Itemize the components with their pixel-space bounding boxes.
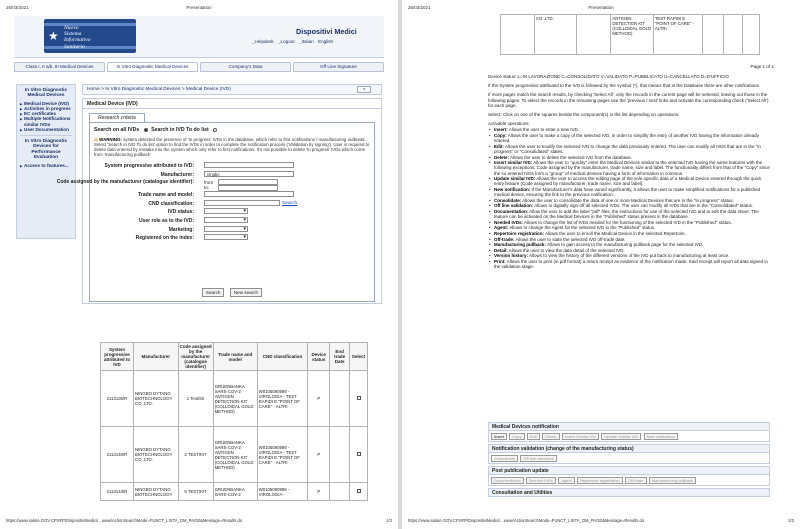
cell-progressive[interactable]: 2113140/R [101,427,134,483]
print-title: Presentation [588,5,614,10]
cnd-input[interactable] [204,200,280,206]
sidebar-item-multiple-notifications[interactable]: ▶ Multiple Notifications similar IVDs [20,116,72,126]
select-checkbox[interactable] [357,452,361,456]
info-paragraph-3: Select: Click on one of the squares beside the component(s) in the list depending on operations. [488,112,680,118]
insert-similar-button[interactable]: Insert Similar IVD [562,433,599,440]
col-select: Select [350,343,368,371]
code-from-label: from [204,180,214,186]
cell-end-trade [330,427,350,483]
cell-code [577,15,611,55]
search-button[interactable]: Search [202,288,225,297]
cell-end-trade [330,371,350,427]
list-item: • Insert: Allows the user to enter a new IVD. [488,127,770,132]
list-item: • Detail: Allows the user to view the data detail of the selected IVD. [488,248,770,253]
cell-trade-name: GRUENBANKA SARS-COV-2 ANTIGEN DETECTION KIT (COLLOIDAL GOLD METHOD) [213,371,257,427]
list-item: • Print: Allows the user to print (in pdf format) a return receipt as evidence of the notification made. Said receipt will report all data signed in the validation stage. [488,259,770,269]
cell-select [350,371,368,427]
edit-button[interactable]: Edit [527,433,540,440]
list-item: • Agent: Allows to change the Agent for the selected IVD in the "Published" status. [488,225,770,230]
cell-trade-name: GRUENBANKA SARS-COV-2 [213,483,257,501]
table-row [101,427,368,483]
search-form [56,109,382,304]
col-end-trade[interactable]: End trade Date [330,343,350,371]
operations-list [488,127,770,269]
results-table-continued [500,14,760,55]
cell-cnd: W0105090999 - VIROLOGIA - TEST RAPIDI E "POINT OF CARE" - ALTRI [257,371,308,427]
logo-word-4: Sanitario [64,43,85,50]
list-item: • Delete: Allows the user to delete the selected IVD from the database. [488,155,770,160]
results-table [100,342,368,501]
list-item: • Copy: Allows the user to make a copy of the selected IVD, in order to simplify the entry of another IVD having the information already entered. [488,133,770,143]
logo-word-2: Sistema [64,31,82,38]
main-content [56,84,382,304]
pagination: Page 1 of 1 [750,64,774,69]
page-right [402,0,800,529]
cell-status [702,15,723,55]
helpdesk-link[interactable]: _Helpdesk [252,39,274,44]
cell-code: 2 TEST/KIT [178,427,213,483]
col-trade-name[interactable]: Trade name and model [213,343,257,371]
select-checkbox[interactable] [357,396,361,400]
code-label: Code assigned by the manufacturer (catalogue identifier): [56,179,194,186]
col-code[interactable]: Code assigned by the manufacturer (catalogue identifier) [179,344,212,369]
panel-post-publication-buttons [488,475,770,486]
warning-icon: ⚠ [94,137,98,142]
new-notification-button[interactable]: New notification [644,433,678,440]
registered-select[interactable] [204,234,248,240]
nsis-logo [44,19,136,53]
italian-link[interactable]: _Italian [298,39,314,44]
panel-validation-buttons [488,453,770,464]
repertoire-registration-button[interactable]: Repertoire registration [577,477,623,484]
update-similar-button[interactable]: Update Similar IVD [601,433,641,440]
delete-button[interactable]: Delete [542,433,560,440]
print-url: https://www.salute.GOV.CPSFP/DispositiviMedici/...www/ActionSearchMode=FUNCT_LISTA_DM_PAGE&Message=Results.do [408,518,645,523]
cell-cnd: TEST RAPIDI E "POINT OF CARE" - ALTRI [653,15,702,55]
top-links [252,39,336,44]
copy-button[interactable]: Copy [509,433,524,440]
search-all-radio[interactable] [144,128,148,132]
help-button[interactable]: ? [357,86,371,93]
panel-post-publication-title: Post publication update [488,466,770,475]
agent-button[interactable]: Agent [558,477,574,484]
cnd-label: CND classification: [148,200,194,207]
list-item: • Documentation: Allow the user to add the label "pdf" files, the instructions for use of the selected IVD and to edit the data sheet. The feature can be activated on the Medical Devices in the "Published" status present in the database. [488,209,770,219]
cell-select [742,15,759,55]
progressive-input[interactable] [204,162,294,168]
print-date: 26/03/2021 [408,5,431,10]
cell-trade-name: ANTIGEN DETECTION KIT (COLLOIDAL GOLD METHOD) [611,15,653,55]
sidebar [16,84,76,239]
code-to-label: to: [204,185,210,191]
logo-word-3: Informativo [64,37,91,44]
cell-progressive[interactable]: 2113136/R [101,371,134,427]
panel-notification-buttons [488,431,770,442]
ivd-status-label: IVD status: [167,209,194,216]
page-footer [6,518,392,525]
select-checkbox[interactable] [357,489,361,493]
manufacturer-label: Manufacturer: [160,171,194,178]
logout-link[interactable]: _Logout [278,39,295,44]
page-header [6,5,392,12]
cell-trade-name: GRUENBANKA SARS-COV-2 ANTIGEN DETECTION KIT (COLLOIDAL GOLD METHOD) [213,427,257,483]
progressive-label: System progressive attributed to IVD: [104,163,194,169]
operations-title: Activable operations: [488,121,530,127]
cell-manufacturer: NINGBO DYTANG BIOTECHNOLOGY CO.,LTD. [133,427,178,483]
col-progressive[interactable]: System progressive attributed to IVD [101,343,134,371]
cell-manufacturer: NINGBO DYTANG BIOTECHNOLOGY [133,483,178,501]
offline-validation-button[interactable]: Off line validation [520,455,557,462]
tab-ivd[interactable]: In Vitro Diagnostic Medical Devices [107,62,198,72]
cell-cnd: W0105090999 - VIROLOGIA - TEST RAPIDI E "POINT OF CARE" - ALTRI [257,427,308,483]
page-footer [408,518,794,525]
info-paragraph-1: If the System progressive attributed to the IVD is followed by the symbol (*), this means that in the Database there are other notifications. [488,83,761,89]
page-header [408,5,794,12]
sidebar-divider [20,135,72,136]
trade-name-input[interactable] [204,191,294,197]
warning-text: system detected the presence of 'In progress' IVDs in the database, which refer to first notifications / manufacturing outbreak. Select 'Search in IVD To do list' option to find the IVDs in order to complete the notification process ('Validation by signing'). User is required to delete data entered by mistake into the system which only refer to first notifications. It's not possible to delete 'In progress' IVDs which come from 'manufacturing pullback' [94,137,370,157]
help-text [488,74,770,270]
breadcrumb-text[interactable]: Home > In Vitro Diagnostic Medical Devices > Medical Device (IVD) [87,87,231,92]
col-cnd[interactable]: CND classification [257,343,308,371]
print-date: 26/03/2021 [6,5,29,10]
manufacturing-pullback-button[interactable]: Manufacturing pullback [649,477,696,484]
col-status[interactable]: Device status [308,343,330,371]
form-buttons [90,288,374,297]
cell-progressive [501,15,535,55]
cell-select [350,483,368,501]
results-header-row [101,343,368,371]
tab-medical-devices[interactable]: Class I, II a/b, III Medical Devices [14,62,105,72]
list-item: • Repertoire registration: Allows the user to enroll the Medical Device in the selected Repertoire. [488,231,770,236]
warning-message [94,137,370,157]
sidebar-item-user-documentation[interactable]: ▶ User Documentation [20,127,72,132]
tab-company-data[interactable]: Company's Data [200,62,291,72]
cell-status: P [308,427,330,483]
cell-code: 5 TEST/KIT [178,483,213,501]
search-todo-radio-2[interactable] [213,128,217,132]
list-item: • Edit: Allows the user to modify the selected IVD to change the data previously entered. The user can modify all IVDs that are in the "in progress" or "Consolidated" states. [488,144,770,154]
marketing-label: Marketing: [168,226,194,233]
insert-button[interactable]: Insert [491,433,507,440]
info-paragraph-2: If more pages match the search results, by checking 'Select All', only the records in the current page will be selected, leaving out those in the following pages. To select the records in the remaining pages use the 'previous / next' links and activate the corresponding check ('Select All') for each page. [488,92,769,108]
logo-word-1: Nuovo [64,25,79,31]
print-title: Presentation [186,5,212,10]
cell-select [350,427,368,483]
user-role-label: User role as to the IVD: [138,217,194,224]
english-link[interactable]: English [318,39,334,44]
cnd-search-link[interactable]: Search [282,200,298,206]
site-banner [14,16,384,58]
table-row [101,483,368,501]
operations-panels [488,420,770,497]
off-trade-button[interactable]: Off-trade [625,477,647,484]
table-row [501,15,760,55]
trade-name-label: Trade name and model: [138,192,194,199]
panel-consultation-title: Consultation and Utilities [488,488,770,497]
research-criteria-tab[interactable]: Research criteria [89,113,145,122]
section-title: Medical Device (IVD) [82,98,382,109]
sidebar-title-performance: In Vitro Diagnostic Devices for Performance Evaluation [24,139,68,161]
cell-end-trade [330,483,350,501]
col-manufacturer[interactable]: Manufacturer [133,343,178,371]
print-page-number: 1/3 [386,518,392,523]
search-all-label: Search on all IVDs [94,127,140,133]
needed-ivds-button[interactable]: Needed IVDs [526,477,556,484]
marketing-select[interactable] [204,226,248,232]
main-tabs [14,62,384,72]
cell-code: 1 Test/Kit [178,371,213,427]
sidebar-item-ec-certificates[interactable]: ▶ EC certificates [20,111,72,116]
list-item: • Version history: Allows to view the history of the different versions of the IVD put back to manufacturing at least once. [488,253,770,258]
cell-cnd: W0105090999 - VIROLOGIA - [257,483,308,501]
user-role-select[interactable] [204,217,248,223]
search-scope [94,127,370,133]
status-legend: Device status: L=IN LAVORAZIONE C=CONSOLIDATO V=VALIDATO P=PUBBLICATO U=CANCELLATO D=D'UFFICIO [488,74,729,79]
panel-validation-title: Notification validation (change of the manufacturing status) [488,444,770,453]
documentation-button[interactable]: Documentation [491,477,524,484]
sidebar-item-activities[interactable]: ▶ Activities in progress [20,106,72,111]
consolidate-button[interactable]: Consolidate [491,455,518,462]
tab-offline-signature[interactable]: Off Line Signature [293,62,384,72]
cell-progressive[interactable]: 2113143/R [101,483,134,501]
list-item: • Manufacturing pullback: Allows to gain access to the manufacturing pullback page for the selected IVD. [488,242,770,247]
print-url: https://www.salute.GOV.CPSFP/DispositiviMedici/...www/ActionSearchMode=FUNCT_LISTA_DM_PAGE&Message=Results.do [6,518,243,523]
criteria-panel [56,122,375,302]
sidebar-title-ivd: In Vitro Diagnostic Medical Devices [24,88,68,99]
list-item: • Update similar IVD: Allows the user to access the editing page of the sole specific data of a Medical Device entered through the quick entry feature (Code assigned by manufacturer, trade name, size and label). [488,176,770,186]
registered-label: Registered on the index: [135,235,194,242]
search-todo-label[interactable]: Search in IVD To do list [151,127,209,133]
list-item: • Off line validation: Allows to digitally sign-off all selected IVDs. The user can modify all IVDs that are in the "Consolidated" status. [488,203,770,208]
table-row [101,371,368,427]
panel-notification-title: Medical Devices notification [488,422,770,431]
print-page-number: 2/3 [788,518,794,523]
cell-end-trade [723,15,742,55]
star-icon: ★ [48,29,59,43]
list-item: • Consolidate: Allows the user to consolidate the data of one or more Medical Devices that are in the "in progress" status. [488,198,770,203]
manufacturer-input[interactable]: ningbo [204,171,294,177]
page-left [0,0,398,529]
breadcrumb [82,84,382,95]
cell-status: P [308,483,330,501]
sidebar-item-medical-device[interactable]: ▶ Medical Device (IVD) [20,101,72,106]
new-search-button[interactable]: New search [230,288,262,297]
list-item: • New notification: If the Manufacturer's data have varied significantly, it allows the user to make simplified notifications for a published medical device, ensuring the link to the previous notification. [488,187,770,197]
list-item: • Off-trade: Allows the user to state the selected IVD off-trade date. [488,237,770,242]
cell-status: P [308,371,330,427]
list-item: • Insert similar IVD: Allows the user to "quickly" enter the Medical Devices similar to the selected IVD having the same features with the following exceptions: Code assigned by the manufacturer, trade name, size and label. The functionality differs from that of the "Copy" since the so entered IVDs form a "group" of medical devices having a form of information in common. [488,160,770,176]
cell-manufacturer: NINGBO DYTANG BIOTECHNOLOGY CO.,LTD. [133,371,178,427]
app-title: Dispositivi Medici [296,27,357,36]
cell-manufacturer: CO.,LTD. [534,15,576,55]
warning-label: WARNING: [99,137,122,142]
ivd-status-select[interactable] [204,208,248,214]
sidebar-item-access-features[interactable]: ▶ Access to features... [20,163,72,168]
list-item: • Needed IVDs: Allows to change the list of IVDs needed for the functioning of the selected IVD in the "Published" status. [488,220,770,225]
